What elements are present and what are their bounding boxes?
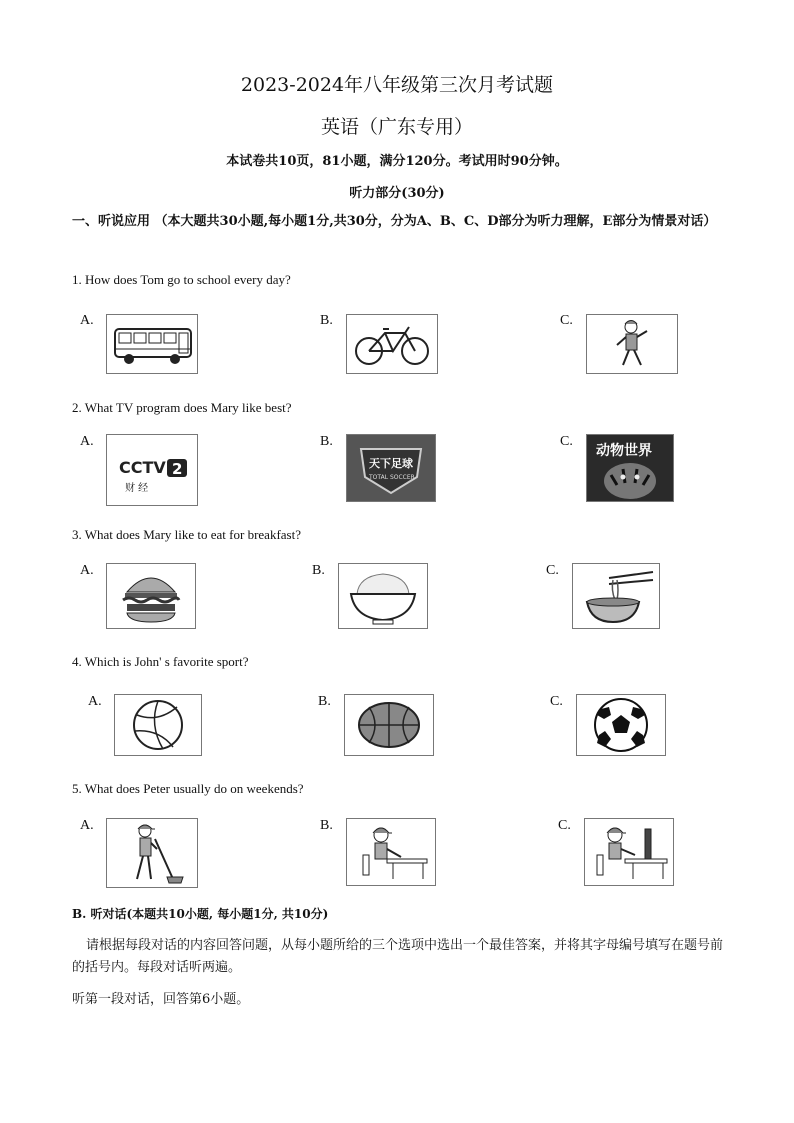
- question-2: 2. What TV program does Mary like best?: [72, 400, 292, 415]
- soccer-subtitle: TOTAL SOCCER: [369, 474, 415, 481]
- basketball-icon[interactable]: [344, 694, 434, 756]
- question-1: 1. How does Tom go to school every day?: [72, 272, 291, 287]
- computer-boy-icon[interactable]: [584, 818, 674, 886]
- option-label: C.: [550, 694, 563, 709]
- noodles-icon[interactable]: [572, 563, 660, 629]
- question-4: 4. Which is John' s favorite sport?: [72, 654, 249, 669]
- soccer-ball-icon[interactable]: [576, 694, 666, 756]
- cctv2-logo-icon[interactable]: [106, 434, 198, 506]
- option-label: B.: [320, 434, 333, 449]
- option-label: A.: [88, 694, 102, 709]
- part-b-heading: B. 听对话(本题共10小题, 每小题1分, 共10分): [72, 907, 329, 921]
- section-one-heading: 一、听说应用 （本大题共30小题,每小题1分,共30分，分为A、B、C、D部分为听力理解，E部分为情景对话）: [72, 214, 717, 229]
- option-label: A.: [80, 563, 94, 578]
- question-3: 3. What does Mary like to eat for breakfast?: [72, 527, 301, 542]
- option-label: C.: [558, 818, 571, 833]
- mopping-boy-icon[interactable]: [106, 818, 198, 888]
- exam-note: 本试卷共10页，81小题，满分120分。考试用时90分钟。: [226, 154, 568, 169]
- option-label: B.: [320, 313, 333, 328]
- animal-world-title: 动物世界: [596, 443, 652, 459]
- animal-world-tiger-icon[interactable]: [586, 434, 674, 502]
- option-label: B.: [320, 818, 333, 833]
- question-5: 5. What does Peter usually do on weekends?: [72, 781, 304, 796]
- cctv-text: CCTV: [119, 458, 166, 477]
- bicycle-icon[interactable]: [346, 314, 438, 374]
- listening-title: 听力部分(30分): [349, 186, 445, 201]
- exam-title: 2023-2024年八年级第三次月考试题: [240, 74, 554, 96]
- option-label: B.: [312, 563, 325, 578]
- bus-icon[interactable]: [106, 314, 198, 374]
- option-label: A.: [80, 313, 94, 328]
- walking-boy-icon[interactable]: [586, 314, 678, 374]
- volleyball-icon[interactable]: [114, 694, 202, 756]
- option-label: B.: [318, 694, 331, 709]
- option-label: A.: [80, 434, 94, 449]
- option-label: C.: [560, 434, 573, 449]
- exam-subtitle: 英语（广东专用）: [320, 116, 473, 138]
- total-soccer-logo-icon[interactable]: [346, 434, 436, 502]
- option-label: C.: [546, 563, 559, 578]
- writing-boy-icon[interactable]: [346, 818, 436, 886]
- option-label: A.: [80, 818, 94, 833]
- cctv-number: 2: [172, 460, 183, 478]
- soccer-title: 天下足球: [369, 457, 413, 470]
- first-dialogue-prompt: 听第一段对话，回答第6小题。: [72, 992, 250, 1007]
- option-label: C.: [560, 313, 573, 328]
- hamburger-icon[interactable]: [106, 563, 196, 629]
- rice-bowl-icon[interactable]: [338, 563, 428, 629]
- part-b-instruction: 请根据每段对话的内容回答问题，从每小题所给的三个选项中选出一个最佳答案，并将其字母编号填写在题号前的括号内。每段对话听两遍。: [72, 938, 724, 975]
- cctv-subtitle: 财 经: [125, 483, 149, 494]
